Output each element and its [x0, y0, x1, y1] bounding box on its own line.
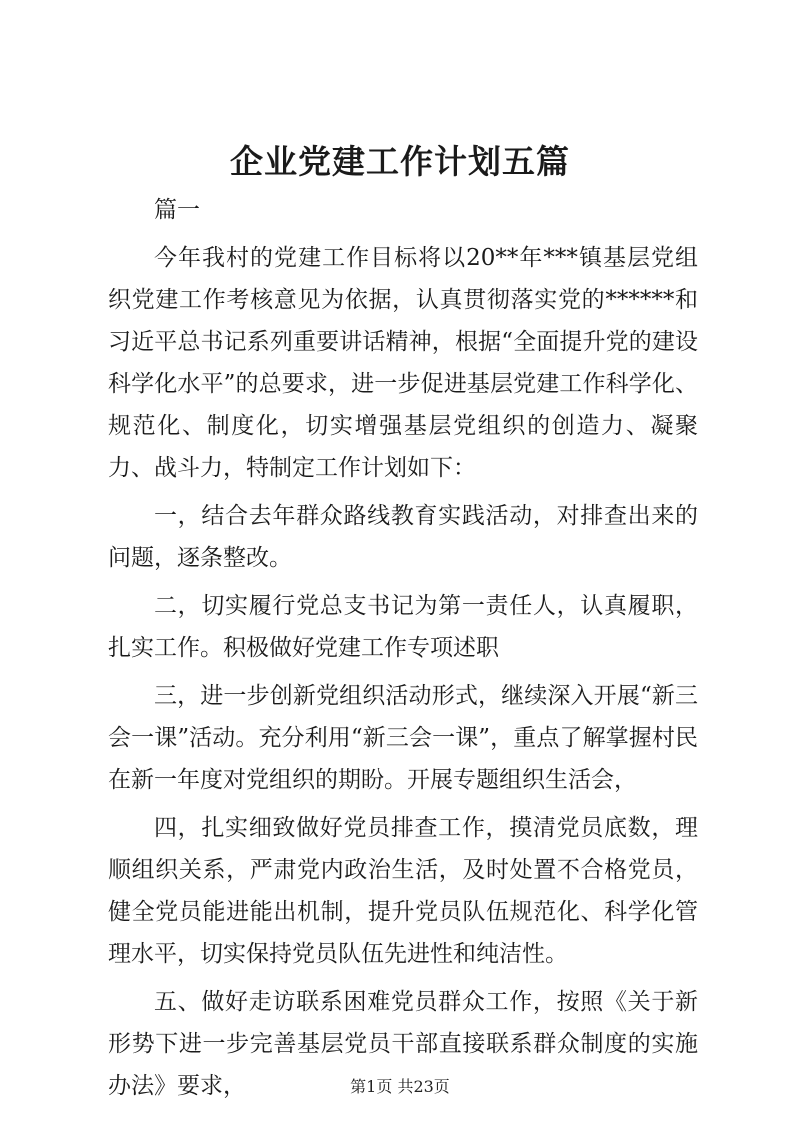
paragraph-item-1: 一，结合去年群众路线教育实践活动，对排查出来的问题，逐条整改。: [108, 503, 698, 571]
paragraph-item-5: 五、做好走访联系困难党员群众工作，按照《关于新形势下进一步完善基层党员干部直接联系群众制度的实施办法》要求，: [108, 989, 698, 1099]
document-body: [108, 189, 698, 1107]
paragraph-intro: 今年我村的党建工作目标将以20**年***镇基层党组织党建工作考核意见为依据，认真贯彻落实党的******和习近平总书记系列重要讲话精神，根据“全面提升党的建设科学化水平”的总要求，进一步促进基层党建工作科学化、规范化、制度化，切实增强基层党组织的创造力、凝聚力、战斗力，特制定工作计划如下：: [108, 245, 698, 481]
paragraph-item-3: 三，进一步创新党组织活动形式，继续深入开展“新三会一课”活动。充分利用“新三会一课”，重点了解掌握村民在新一年度对党组织的期盼。开展专题组织生活会，: [108, 683, 698, 793]
page-number-footer: 第1页 共23页: [350, 1077, 450, 1096]
paragraph-item-2: 二，切实履行党总支书记为第一责任人，认真履职，扎实工作。积极做好党建工作专项述职: [108, 593, 698, 661]
section-label: 篇一: [154, 197, 200, 223]
document-title: 企业党建工作计划五篇: [230, 142, 570, 181]
paragraph-item-4: 四，扎实细致做好党员排查工作，摸清党员底数，理顺组织关系，严肃党内政治生活，及时处置不合格党员，健全党员能进能出机制，提升党员队伍规范化、科学化管理水平，切实保持党员队伍先进性和纯洁性。: [108, 815, 698, 967]
